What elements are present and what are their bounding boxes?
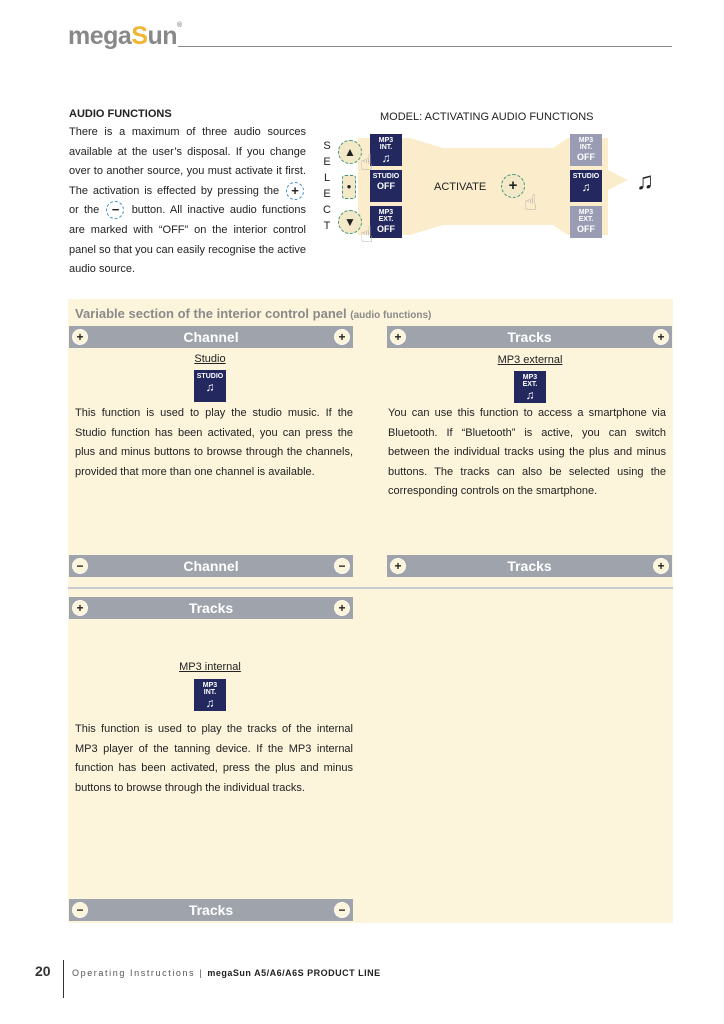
up-arrow-icon: ▲ xyxy=(338,140,362,164)
tracks-bar-bottom-left: − Tracks − xyxy=(69,899,353,921)
section-divider xyxy=(68,587,673,589)
plus-icon: + xyxy=(390,558,406,574)
mp3-ext-tile: MP3 EXT. ♫ xyxy=(514,371,546,403)
plus-icon: + xyxy=(653,558,669,574)
studio-tile: STUDIO ♫ xyxy=(194,370,226,402)
hand-pointer-icon: ☝ xyxy=(524,190,538,215)
intro-title: AUDIO FUNCTIONS xyxy=(69,108,172,120)
studio-label: Studio xyxy=(194,353,226,365)
activate-label: ACTIVATE xyxy=(434,181,487,193)
music-note-icon: ♫ xyxy=(581,180,591,194)
plus-icon: + xyxy=(286,182,304,200)
mp3-ext-tile: MP3 EXT. OFF xyxy=(370,206,402,238)
hand-pointer-icon: ☝ xyxy=(360,150,374,175)
intro-text: There is a maximum of three audio sources available at the user’s disposal. If you change over to another source, you must activate it first. The activation is effected by pressing the + or the − button. All inactive audio functions are marked with “OFF” on the interior control panel so that you can easily recognise the active audio source. xyxy=(69,126,306,276)
page-number: 20 xyxy=(35,963,51,979)
mp3-internal-description: This function is used to play the tracks of the internal MP3 player of the tanning device. If the MP3 internal function has been activated, press the plus and minus buttons to browse through the individual tracks. xyxy=(75,723,353,794)
plus-icon: + xyxy=(334,329,350,345)
mp3-external-label: MP3 external xyxy=(497,354,563,366)
minus-icon: − xyxy=(72,558,88,574)
channel-bar-top: + Channel + xyxy=(69,326,353,348)
studio-description: This function is used to play the studio music. If the Studio function has been activated, you can press the plus and minus buttons to browse through the channels, provided that more than one channel is available. xyxy=(75,407,353,478)
mp3-internal-label: MP3 internal xyxy=(179,661,241,673)
plus-icon: + xyxy=(653,329,669,345)
plus-icon: + xyxy=(72,600,88,616)
tracks-bar-top-left: + Tracks + xyxy=(69,597,353,619)
plus-icon: + xyxy=(72,329,88,345)
megasun-logo: megaSun® xyxy=(68,22,182,50)
studio-active-tile: STUDIO ♫ xyxy=(570,170,602,202)
activation-diagram xyxy=(318,130,676,245)
minus-icon: − xyxy=(106,201,124,219)
studio-tile: STUDIO OFF xyxy=(370,170,402,202)
mp3-int-tile: MP3 INT. ♫ xyxy=(194,679,226,711)
footer-rule xyxy=(63,960,64,998)
dot-icon: ● xyxy=(342,175,356,199)
header-rule xyxy=(178,46,672,47)
music-note-icon: ♫ xyxy=(525,388,535,402)
tracks-bar-bottom-right: + Tracks + xyxy=(387,555,672,577)
mp3-ext-off-tile: MP3 EXT. OFF xyxy=(570,206,602,238)
section-title: Variable section of the interior control panel (audio functions) xyxy=(75,306,432,321)
minus-icon: − xyxy=(334,558,350,574)
plus-icon: + xyxy=(334,600,350,616)
minus-icon: − xyxy=(334,902,350,918)
hand-pointer-icon: ☝ xyxy=(360,222,374,247)
tracks-bar-top: + Tracks + xyxy=(387,326,672,348)
mp3-int-tile: MP3 INT. ♫ xyxy=(370,134,402,166)
mp3-int-off-tile: MP3 INT. OFF xyxy=(570,134,602,166)
plus-icon: + xyxy=(390,329,406,345)
plus-icon: + xyxy=(501,174,525,198)
down-arrow-icon: ▼ xyxy=(338,210,362,234)
model-title: MODEL: ACTIVATING AUDIO FUNCTIONS xyxy=(380,111,594,123)
music-notes-icon: ♫ xyxy=(636,168,654,195)
footer-text: Operating Instructions | megaSun A5/A6/A6S PRODUCT LINE xyxy=(72,968,381,978)
music-note-icon: ♫ xyxy=(205,696,215,710)
audio-functions-intro xyxy=(69,108,306,280)
select-letters: S E L E C T xyxy=(323,140,331,232)
channel-bar-bottom: − Channel − xyxy=(69,555,353,577)
music-note-icon: ♫ xyxy=(381,151,391,165)
music-note-icon: ♫ xyxy=(205,380,215,394)
minus-icon: − xyxy=(72,902,88,918)
variable-section xyxy=(68,299,673,923)
mp3-external-description: You can use this function to access a smartphone via Bluetooth. If “Bluetooth” is active, you can switch between the individual tracks using the plus and minus buttons. The tracks can also be selected using the corresponding controls on the smartphone. xyxy=(388,407,666,498)
